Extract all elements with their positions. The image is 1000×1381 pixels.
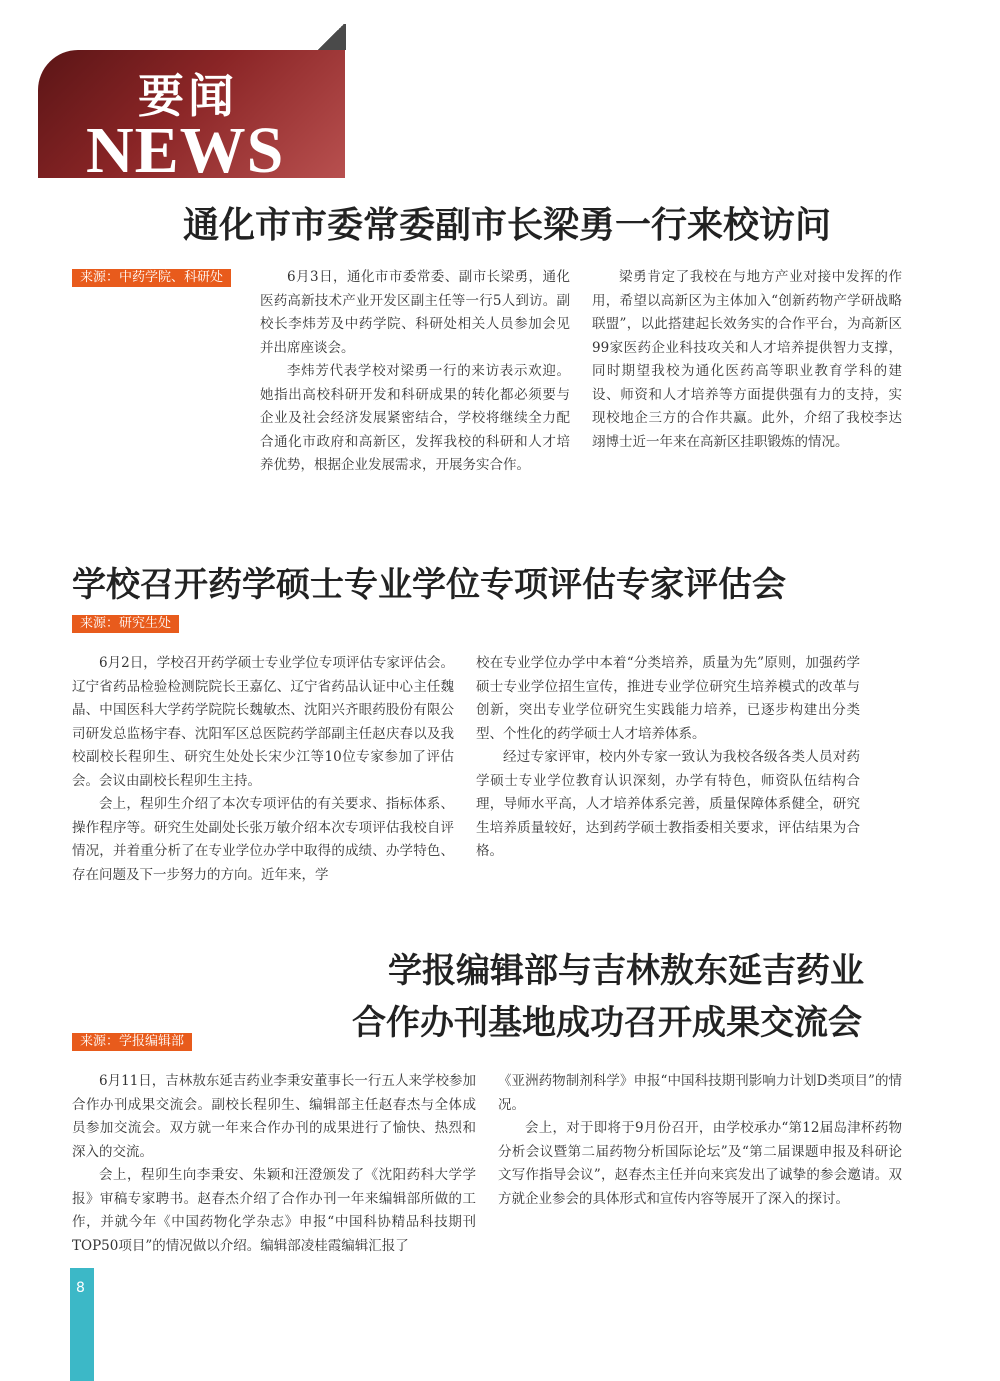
paragraph: 6月2日，学校召开药学硕士专业学位专项评估专家评估会。辽宁省药品检验检测院院长王嘉亿、辽宁省药品认证中心主任魏晶、中国医科大学药学院院长魏敏杰、沈阳兴齐眼药股份有限公司研发总监杨宇春、沈阳军区总医院药学部副主任赵庆春以及我校副校长程卯生、研究生处处长宋少江等10位专家参加了评估会。会议由副校长程卯生主持。 — [72, 655, 454, 789]
article1-column-2 — [592, 266, 902, 454]
paragraph: 梁勇肯定了我校在与地方产业对接中发挥的作用，希望以高新区为主体加入“创新药物产学研战略联盟”，以此搭建起长效务实的合作平台，为高新区99家医药企业科技攻关和人才培养提供智力支撑，同时期望我校为通化医药高等职业教育学科的建设、师资和人才培养等方面提供强有力的支持，实现校地企三方的合作共赢。此外，介绍了我校李达翊博士近一年来在高新区挂职锻炼的情况。 — [592, 269, 902, 450]
banner-fold — [316, 24, 346, 50]
article3-title-line2: 合作办刊基地成功召开成果交流会 — [352, 1003, 862, 1043]
article1-title: 通化市市委常委副市长梁勇一行来校访问 — [183, 204, 832, 246]
page-number: 8 — [76, 1280, 85, 1296]
section-title-cn: 要闻 — [138, 69, 238, 123]
article2-title: 学校召开药学硕士专业学位专项评估专家评估会 — [72, 565, 786, 605]
article3-column-1 — [72, 1070, 476, 1258]
section-banner — [38, 50, 345, 178]
paragraph: 《亚洲药物制剂科学》申报“中国科技期刊影响力计划D类项目”的情况。 — [498, 1073, 902, 1113]
article3-title-line1: 学报编辑部与吉林敖东延吉药业 — [388, 951, 864, 991]
article3-column-2 — [498, 1070, 902, 1211]
paragraph: 李炜芳代表学校对梁勇一行的来访表示欢迎。她指出高校科研开发和科研成果的转化都必须要与企业及社会经济发展紧密结合，学校将继续全力配合通化市政府和高新区，发挥我校的科研和人才培养优势，根据企业发展需求，开展务实合作。 — [260, 363, 570, 473]
paragraph: 经过专家评审，校内外专家一致认为我校各级各类人员对药学硕士专业学位教育认识深刻，办学有特色，师资队伍结构合理，导师水平高，人才培养体系完善，质量保障体系健全，研究生培养质量较好，达到药学硕士教指委相关要求，评估结果为合格。 — [476, 749, 860, 859]
paragraph: 会上，对于即将于9月份召开，由学校承办“第12届岛津杯药物分析会议暨第二届药物分析国际论坛”及“第二届课题申报及科研论文写作指导会议”，赵春杰主任并向来宾发出了诚挚的参会邀请。双方就企业参会的具体形式和宣传内容等展开了深入的探讨。 — [498, 1120, 902, 1207]
paragraph: 6月11日，吉林敖东延吉药业李秉安董事长一行五人来学校参加合作办刊成果交流会。副校长程卯生、编辑部主任赵春杰与全体成员参加交流会。双方就一年来合作办刊的成果进行了愉快、热烈和深入的交流。 — [72, 1073, 476, 1160]
paragraph: 会上，程卯生向李秉安、朱颖和汪澄颁发了《沈阳药科大学学报》审稿专家聘书。赵春杰介绍了合作办刊一年来编辑部所做的工作，并就今年《中国药物化学杂志》申报“中国科协精品科技期刊TOP50项目”的情况做以介绍。编辑部凌桂霞编辑汇报了 — [72, 1167, 476, 1254]
article2-source-tag: 来源：研究生处 — [72, 615, 179, 633]
paragraph: 校在专业学位办学中本着“分类培养，质量为先”原则，加强药学硕士专业学位招生宣传，推进专业学位研究生培养模式的改革与创新，突出专业学位研究生实践能力培养，已逐步构建出分类型、个性化的药学硕士人才培养体系。 — [476, 655, 860, 742]
paragraph: 会上，程卯生介绍了本次专项评估的有关要求、指标体系、操作程序等。研究生处副处长张万敏介绍本次专项评估我校自评情况，并着重分析了在专业学位办学中取得的成绩、办学特色、存在问题及下一步努力的方向。近年来，学 — [72, 796, 454, 883]
article3-source-tag: 来源：学报编辑部 — [72, 1033, 192, 1051]
article1-source-tag: 来源：中药学院、科研处 — [72, 269, 231, 287]
section-title-en: NEWS — [86, 114, 285, 178]
article2-column-1 — [72, 652, 454, 887]
paragraph: 6月3日，通化市市委常委、副市长梁勇，通化医药高新技术产业开发区副主任等一行5人到访。副校长李炜芳及中药学院、科研处相关人员参加会见并出席座谈会。 — [260, 269, 570, 356]
article1-column-1 — [260, 266, 570, 478]
article2-column-2 — [476, 652, 860, 864]
